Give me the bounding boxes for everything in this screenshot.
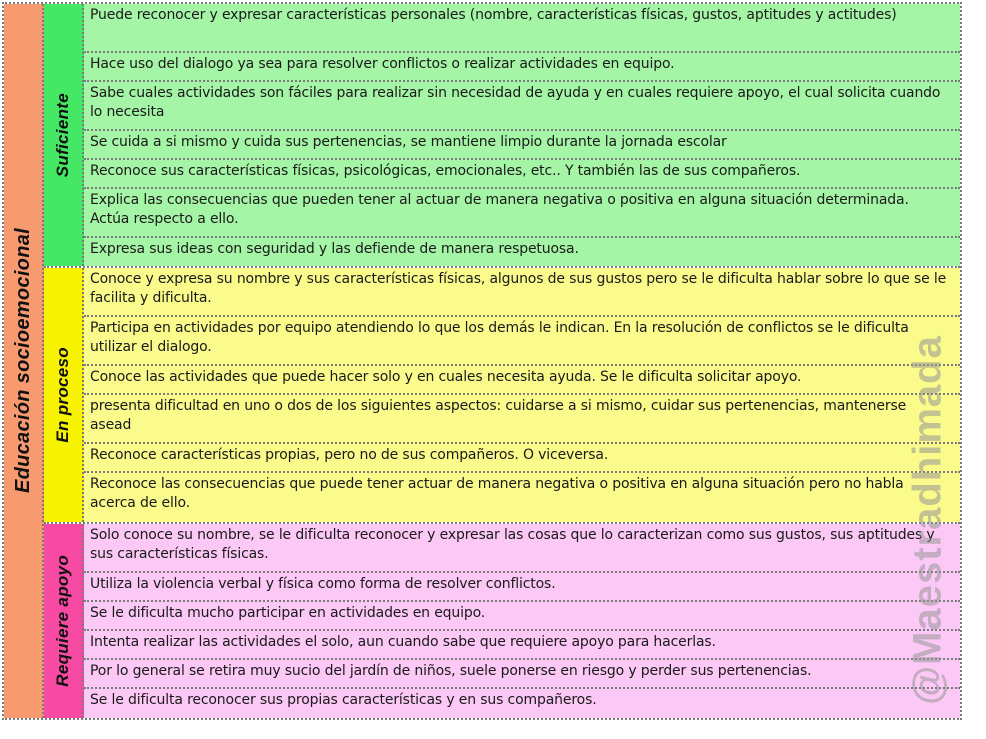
level-label-cell-requiere-apoyo <box>44 524 84 718</box>
level-label-en-proceso: En proceso <box>53 347 72 443</box>
table-row: Se le dificulta mucho participar en actividades en equipo. <box>84 602 960 631</box>
table-row: Se le dificulta reconocer sus propias características y en sus compañeros. <box>90 692 597 708</box>
level-label-cell-suficiente <box>44 4 84 266</box>
table-row: Reconoce sus características físicas, psicológicas, emocionales, etc.. Y también las de sus compañeros. <box>84 160 960 189</box>
level-rows-requiere-apoyo <box>84 524 960 718</box>
table-row: Puede reconocer y expresar características personales (nombre, características físicas, gustos, aptitudes y actitudes) <box>84 4 960 53</box>
table-row: Reconoce características propias, pero no de sus compañeros. O viceversa. <box>84 444 960 473</box>
table-row: Se cuida a si mismo y cuida sus pertenencias, se mantiene limpio durante la jornada escolar <box>84 131 960 160</box>
level-group-en-proceso <box>44 268 960 524</box>
table-row: Intenta realizar las actividades el solo, aun cuando sabe que requiere apoyo para hacerlas. <box>84 631 960 660</box>
subject-column <box>4 4 44 718</box>
level-label-requiere-apoyo: Requiere apoyo <box>53 555 72 687</box>
table-row: Expresa sus ideas con seguridad y las defiende de manera respetuosa. <box>90 241 579 257</box>
level-label-suficiente: Suficiente <box>53 92 72 178</box>
table-row: Hace uso del dialogo ya sea para resolver conflictos o realizar actividades en equipo. <box>84 53 960 82</box>
table-row: Solo conoce su nombre, se le dificulta reconocer y expresar las cosas que lo caracterizan como sus gustos, sus aptitudes y sus características físicas. <box>84 524 960 573</box>
table-row: Reconoce las consecuencias que puede tener actuar de manera negativa o positiva en alguna situación pero no habla acerca de ello. <box>90 476 904 511</box>
table-row: Conoce y expresa su nombre y sus características físicas, algunos de sus gustos pero se le dificulta hablar sobre lo que se le facilita y dificulta. <box>84 268 960 317</box>
level-rows-en-proceso <box>84 268 960 522</box>
table-row: Conoce las actividades que puede hacer solo y en cuales necesita ayuda. Se le dificulta solicitar apoyo. <box>84 366 960 395</box>
table-row: Explica las consecuencias que pueden tener al actuar de manera negativa o positiva en alguna situación determinada. Actúa respecto a ello. <box>84 189 960 238</box>
watermark: @Maestradhimada <box>905 335 950 705</box>
rubric-table <box>2 2 962 720</box>
table-row: Sabe cuales actividades son fáciles para realizar sin necesidad de ayuda y en cuales requiere apoyo, el cual solicita cuando lo necesita <box>84 82 960 131</box>
table-row: presenta dificultad en uno o dos de los siguientes aspectos: cuidarse a si mismo, cuidar sus pertenencias, mantenerse asead <box>84 395 960 444</box>
level-group-requiere-apoyo <box>44 524 960 718</box>
table-row: Utiliza la violencia verbal y física como forma de resolver conflictos. <box>84 573 960 602</box>
subject-label: Educación socioemocional <box>11 228 34 494</box>
level-rows-suficiente <box>84 4 960 266</box>
table-row: Por lo general se retira muy sucio del jardín de niños, suele ponerse en riesgo y perder sus pertenencias. <box>84 660 960 689</box>
table-row: Participa en actividades por equipo atendiendo lo que los demás le indican. En la resolución de conflictos se le dificulta utilizar el dialogo. <box>84 317 960 366</box>
level-group-suficiente <box>44 4 960 268</box>
level-label-cell-en-proceso <box>44 268 84 522</box>
levels-container <box>44 4 960 718</box>
